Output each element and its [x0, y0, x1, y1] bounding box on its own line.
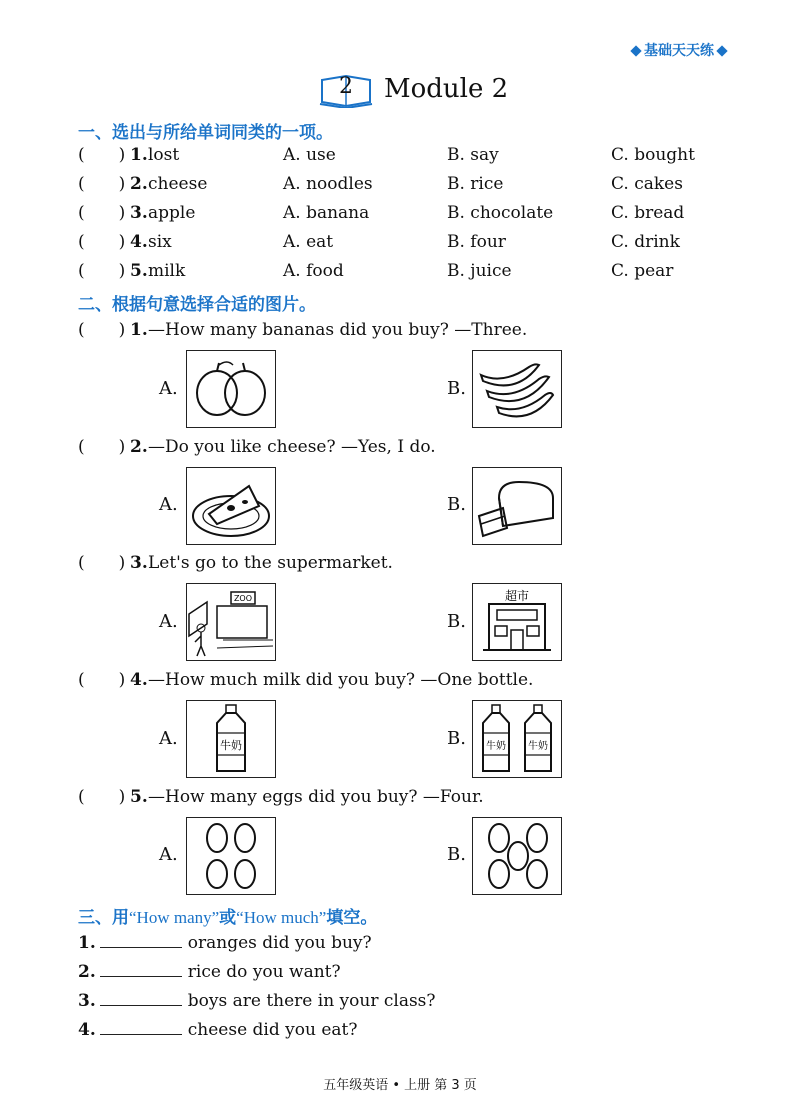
- answer-paren[interactable]: ( ): [78, 145, 126, 165]
- item-number: 1.: [78, 933, 96, 953]
- heading-prefix: 三、用: [78, 908, 129, 928]
- option-b-image[interactable]: [472, 817, 562, 895]
- five-eggs-icon: [473, 818, 561, 894]
- fill-item: [78, 989, 436, 1011]
- option-a-label: A.: [159, 844, 178, 865]
- cheese-icon: [187, 468, 275, 544]
- option-a-image[interactable]: [186, 700, 276, 778]
- option-a: A. eat: [283, 232, 334, 252]
- four-eggs-icon: [187, 818, 275, 894]
- fill-text: oranges did you buy?: [187, 933, 372, 953]
- option-a-label: A.: [159, 728, 178, 749]
- option-a: A. noodles: [283, 174, 373, 194]
- option-b-image[interactable]: [472, 583, 562, 661]
- item-number: 4.: [78, 1020, 96, 1040]
- given-word: milk: [148, 261, 186, 281]
- given-word: cheese: [148, 174, 208, 194]
- fill-item: [78, 960, 341, 982]
- two-milk-bottles-icon: [473, 701, 561, 777]
- item-number: 4.: [130, 670, 148, 690]
- s1-row: [78, 232, 738, 258]
- diamond-icon: [716, 45, 727, 56]
- item-number: 2.: [78, 962, 96, 982]
- item-number: 5.: [130, 261, 148, 281]
- option-b-label: B.: [447, 611, 466, 632]
- option-a-image[interactable]: [186, 350, 276, 428]
- question-text: —How many bananas did you buy? —Three.: [148, 320, 528, 340]
- fill-item: [78, 1018, 357, 1040]
- answer-paren[interactable]: ( ): [78, 437, 126, 457]
- given-word: six: [148, 232, 172, 252]
- item-number: 1.: [130, 320, 148, 340]
- option-a-image[interactable]: [186, 583, 276, 661]
- s1-row: [78, 145, 738, 171]
- section2-heading: 二、根据句意选择合适的图片。: [78, 295, 316, 315]
- bread-icon: [473, 468, 561, 544]
- option-b: B. say: [447, 145, 499, 165]
- option-a-image[interactable]: [186, 467, 276, 545]
- heading-suffix: 填空。: [326, 908, 378, 928]
- question-text: Let's go to the supermarket.: [148, 553, 393, 573]
- option-c: C. bread: [611, 203, 685, 223]
- answer-blank[interactable]: [100, 1018, 182, 1035]
- milk-label: 牛奶: [528, 741, 548, 752]
- apples-icon: [187, 351, 275, 427]
- option-b-label: B.: [447, 494, 466, 515]
- option-a-label: A.: [159, 378, 178, 399]
- option-b: B. rice: [447, 174, 504, 194]
- option-a: A. food: [283, 261, 344, 281]
- option-b: B. chocolate: [447, 203, 554, 223]
- answer-paren[interactable]: ( ): [78, 261, 126, 281]
- answer-paren[interactable]: ( ): [78, 670, 126, 690]
- s2-question: [78, 320, 718, 340]
- option-a: A. banana: [283, 203, 370, 223]
- answer-blank[interactable]: [100, 931, 182, 948]
- s1-row: [78, 203, 738, 229]
- badge-label: 基础天天练: [644, 43, 714, 59]
- answer-paren[interactable]: ( ): [78, 203, 126, 223]
- s1-row: [78, 261, 738, 287]
- s2-question: [78, 787, 718, 807]
- s2-question: [78, 670, 718, 690]
- heading-or: 或: [219, 908, 237, 928]
- fill-text: rice do you want?: [187, 962, 341, 982]
- item-number: 1.: [130, 145, 148, 165]
- zoo-icon: [187, 584, 275, 660]
- option-b-label: B.: [447, 378, 466, 399]
- item-number: 3.: [78, 991, 96, 1011]
- option-b-image[interactable]: [472, 350, 562, 428]
- heading-option-how-much: “How much”: [236, 908, 327, 927]
- option-a-label: A.: [159, 611, 178, 632]
- answer-paren[interactable]: ( ): [78, 174, 126, 194]
- supermarket-sign: 超市: [504, 589, 530, 603]
- fill-text: cheese did you eat?: [187, 1020, 358, 1040]
- answer-blank[interactable]: [100, 960, 182, 977]
- heading-option-how-many: “How many”: [129, 908, 220, 927]
- milk-label: 牛奶: [220, 739, 242, 752]
- zoo-sign: ZOO: [233, 594, 253, 603]
- milk-bottle-icon: [187, 701, 275, 777]
- answer-blank[interactable]: [100, 989, 182, 1006]
- item-number: 3.: [130, 203, 148, 223]
- module-number: 2: [339, 74, 353, 99]
- page-footer: 五年级英语 • 上册 第 3 页: [323, 1078, 477, 1093]
- bananas-icon: [473, 351, 561, 427]
- section1-heading: 一、选出与所给单词同类的一项。: [78, 123, 333, 143]
- answer-paren[interactable]: ( ): [78, 320, 126, 340]
- s2-question: [78, 437, 718, 457]
- given-word: lost: [148, 145, 180, 165]
- option-b-label: B.: [447, 844, 466, 865]
- option-c: C. drink: [611, 232, 680, 252]
- question-text: —Do you like cheese? —Yes, I do.: [148, 437, 436, 457]
- fill-item: [78, 931, 372, 953]
- option-c: C. cakes: [611, 174, 683, 194]
- option-b-label: B.: [447, 728, 466, 749]
- question-text: —How many eggs did you buy? —Four.: [148, 787, 484, 807]
- option-a-label: A.: [159, 494, 178, 515]
- s1-row: [78, 174, 738, 200]
- option-b: B. juice: [447, 261, 512, 281]
- question-text: —How much milk did you buy? —One bottle.: [148, 670, 534, 690]
- milk-label: 牛奶: [486, 741, 506, 752]
- option-a-image[interactable]: [186, 817, 276, 895]
- fill-text: boys are there in your class?: [187, 991, 436, 1011]
- option-a: A. use: [283, 145, 336, 165]
- option-c: C. bought: [611, 145, 695, 165]
- given-word: apple: [148, 203, 196, 223]
- answer-paren[interactable]: ( ): [78, 787, 126, 807]
- s2-question: [78, 553, 718, 573]
- header-badge: [628, 40, 730, 60]
- diamond-icon: [630, 45, 641, 56]
- supermarket-icon: [473, 584, 561, 660]
- option-b-image[interactable]: [472, 700, 562, 778]
- option-b: B. four: [447, 232, 506, 252]
- item-number: 2.: [130, 437, 148, 457]
- module-title: Module 2: [384, 74, 509, 104]
- item-number: 4.: [130, 232, 148, 252]
- answer-paren[interactable]: ( ): [78, 553, 126, 573]
- answer-paren[interactable]: ( ): [78, 232, 126, 252]
- option-c: C. pear: [611, 261, 674, 281]
- section3-heading: [78, 903, 377, 928]
- item-number: 2.: [130, 174, 148, 194]
- option-b-image[interactable]: [472, 467, 562, 545]
- item-number: 3.: [130, 553, 148, 573]
- item-number: 5.: [130, 787, 148, 807]
